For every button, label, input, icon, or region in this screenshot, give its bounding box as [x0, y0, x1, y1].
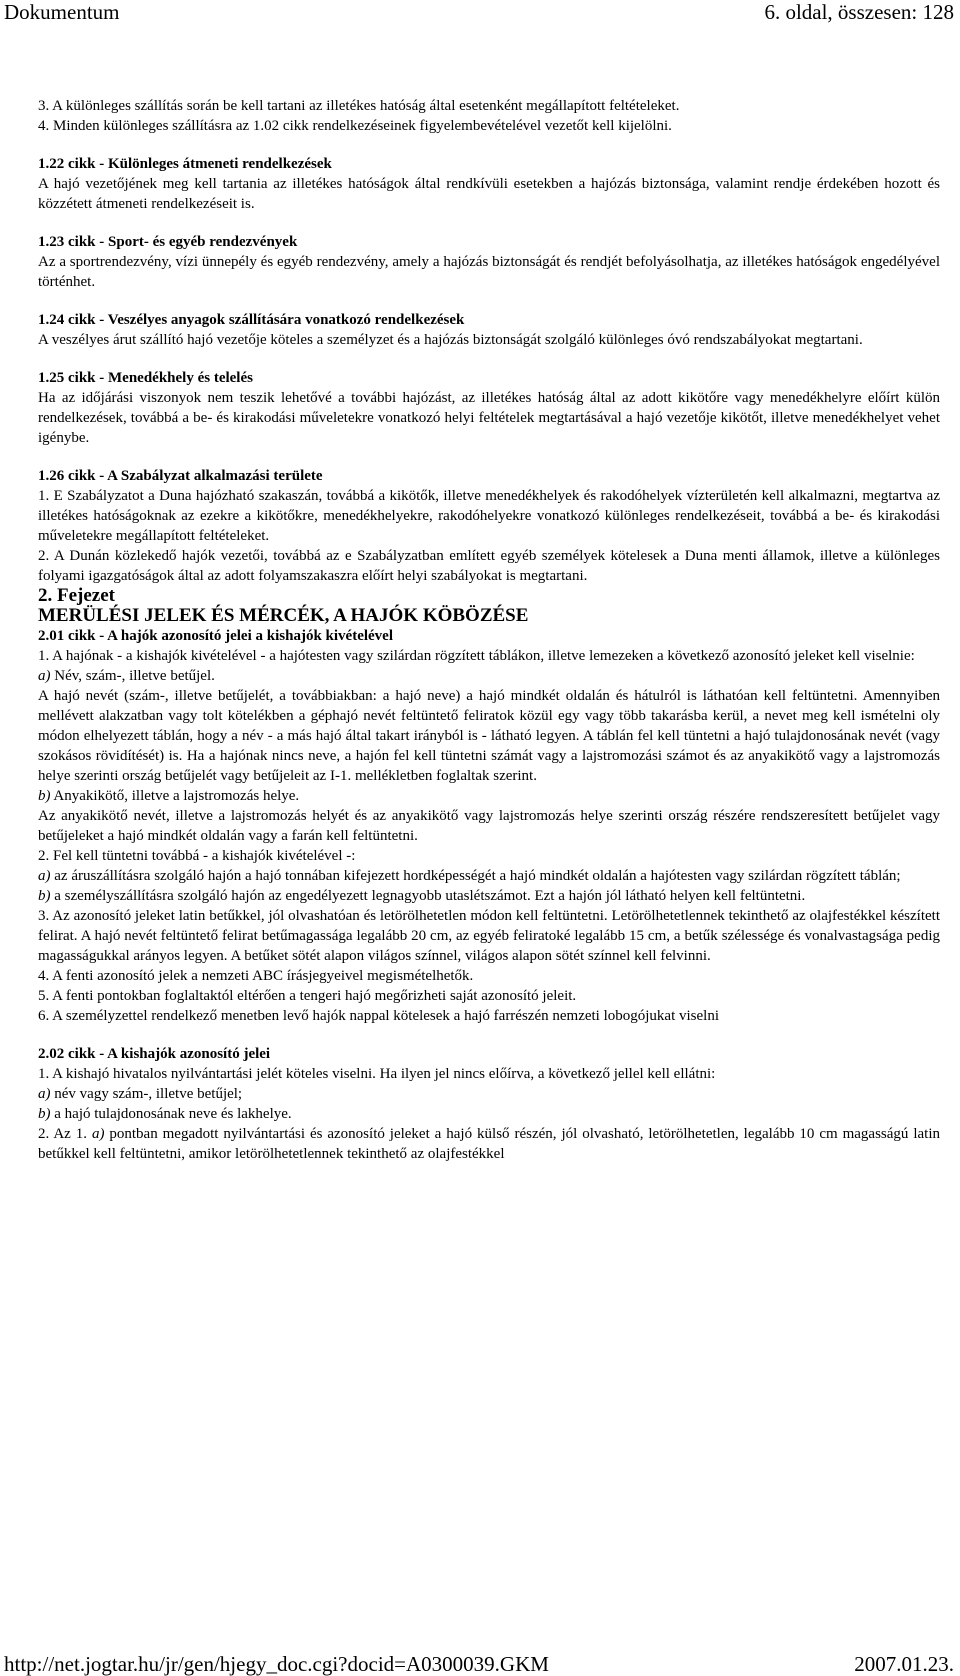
- list-marker: b): [38, 1106, 51, 1122]
- list-marker: b): [38, 788, 51, 804]
- list-item: [38, 1104, 940, 1124]
- paragraph: 6. A személyzettel rendelkező menetben levő hajók nappal kötelesek a hajó farrészén nemzeti lobogójukat viselni: [38, 1008, 719, 1024]
- list-item-text: az áruszállításra szolgáló hajón a hajó tonnában kifejezett hordképességét a hajó mindkét oldalán a hajótesten vagy szilárdan rögzített táblán;: [50, 868, 901, 884]
- paragraph: Az anyakikötő nevét, illetve a lajstromozás helyét és az anyakikötő vagy lajstromozás helye szerinti ország részére rendszeresített betűjelet vagy betűjeleket a hajó mindkét oldalán vagy a farán kell feltüntetni.: [38, 808, 940, 844]
- paragraph: 1. E Szabályzatot a Duna hajózható szakaszán, továbbá a kikötők, illetve menedékhelyek és rakodóhelyek vízterületén kell alkalmazni, megtartva az illetékes hatóságoknak az ezekre a kikötőkre, menedékhelyekre, rakodóhelyekre vonatkozó különleges rendelkezéseit, továbbá a be- és kirakodási műveletekre megállapított feltételeket.: [38, 488, 940, 544]
- paragraph: Ha az időjárási viszonyok nem teszik lehetővé a további hajózást, az illetékes hatóság által az adott kikötőre vagy menedékhelyre előírt külön rendelkezések, továbbá a be- és kirakodási műveletekre vonatkozó helyi feltételek megtartásával a hajó vezetője kikötőt, illetve menedékhelyet vehet igénybe.: [38, 390, 940, 446]
- list-item-text: a személyszállításra szolgáló hajón az engedélyezett legnagyobb utaslétszámot. Ezt a hajón jól látható helyen kell feltüntetni.: [50, 888, 806, 904]
- list-marker: b): [38, 888, 51, 904]
- list-marker: a): [38, 1086, 51, 1102]
- list-marker: a): [38, 868, 51, 884]
- paragraph: 3. A különleges szállítás során be kell tartani az illetékes hatóság által esetenként megállapított feltételeket.: [38, 98, 680, 114]
- section-title-1-26: 1.26 cikk - A Szabályzat alkalmazási területe: [38, 468, 323, 484]
- list-item-text: a hajó tulajdonosának neve és lakhelye.: [50, 1106, 292, 1122]
- section-title-1-24: 1.24 cikk - Veszélyes anyagok szállítására vonatkozó rendelkezések: [38, 312, 465, 328]
- paragraph: 2. Fel kell tüntetni továbbá - a kishajók kivételével -:: [38, 848, 356, 864]
- list-marker: a): [38, 668, 51, 684]
- section-title-1-22: 1.22 cikk - Különleges átmeneti rendelkezések: [38, 156, 332, 172]
- list-item: [38, 1084, 940, 1104]
- chapter-title: MERÜLÉSI JELEK ÉS MÉRCÉK, A HAJÓK KÖBÖZÉSE: [38, 605, 529, 626]
- list-item: [38, 786, 940, 806]
- paragraph: [38, 1124, 940, 1164]
- document-body: [38, 96, 940, 1164]
- paragraph-text: pontban megadott nyilvántartási és azonosító jeleket a hajó külső részén, jól olvasható, letörölhetetlen, legalább 10 cm magasságú latin betűkkel kell feltüntetni, amikor letörölhetetlennek tekinthető az olajfestékkel: [38, 1126, 940, 1162]
- list-marker: a): [91, 1126, 105, 1142]
- source-url: http://net.jogtar.hu/jr/gen/hjegy_doc.cgi?docid=A0300039.GKM: [4, 1652, 549, 1676]
- section-title-2-01: 2.01 cikk - A hajók azonosító jelei a kishajók kivételével: [38, 628, 394, 644]
- list-item-text: név vagy szám-, illetve betűjel;: [50, 1086, 243, 1102]
- document-label: Dokumentum: [4, 0, 120, 24]
- paragraph: A hajó nevét (szám-, illetve betűjelét, a továbbiakban: a hajó neve) a hajó mindkét oldalán és hátulról is láthatóan kell feltüntetni. Amennyiben mellévett alakzatban vagy tolt kötelékben a géphajó nevét feltüntető feliratok közül egy vagy több takarásba kerül, a nevet meg kell ismételni oly módon elhelyezett táblán, hogy a név - a más hajó által takart irányból is - látható legyen. A táblán fel kell tüntetni a hajó tulajdonosának nevét (vagy szokásos rövidítését) is. Ha a hajónak nincs neve, a hajón fel kell tüntetni számát vagy a lajstromozási számot és az anyakikötő vagy a lajstromozás helye szerinti ország betűjelét vagy betűjeleit az I-1. mellékletben foglaltak szerint.: [38, 688, 940, 784]
- page-counter: 6. oldal, összesen: 128: [764, 0, 954, 24]
- section-title-1-25: 1.25 cikk - Menedékhely és telelés: [38, 370, 253, 386]
- paragraph: 4. A fenti azonosító jelek a nemzeti ABC írásjegyeivel megismételhetők.: [38, 968, 474, 984]
- paragraph: 1. A hajónak - a kishajók kivételével - a hajótesten vagy szilárdan rögzített táblákon, illetve lemezeken a következő azonosító jeleket kell viselnie:: [38, 648, 915, 664]
- paragraph: 1. A kishajó hivatalos nyilvántartási jelét köteles viselni. Ha ilyen jel nincs előírva, a következő jellel kell ellátni:: [38, 1066, 716, 1082]
- paragraph-lead: 2. Az 1.: [38, 1126, 92, 1142]
- paragraph: 5. A fenti pontokban foglaltaktól eltérően a tengeri hajó megőrizheti saját azonosító jeleit.: [38, 988, 577, 1004]
- list-item: [38, 866, 940, 886]
- list-item: [38, 666, 940, 686]
- paragraph: 2. A Dunán közlekedő hajók vezetői, továbbá az e Szabályzatban említett egyéb személyek kötelesek a Duna menti államok, illetve a különleges folyami igazgatóságok által az adott folyamszakaszra előírt helyi szabályokat is megtartani.: [38, 548, 940, 584]
- list-item-text: Anyakikötő, illetve a lajstromozás helye.: [50, 788, 300, 804]
- section-title-2-02: 2.02 cikk - A kishajók azonosító jelei: [38, 1046, 271, 1062]
- paragraph: Az a sportrendezvény, vízi ünnepély és egyéb rendezvény, amely a hajózás biztonságát és rendjét befolyásolhatja, az illetékes hatóságok engedélyével történhet.: [38, 254, 940, 290]
- chapter-number: 2. Fejezet: [38, 585, 115, 606]
- paragraph: 4. Minden különleges szállításra az 1.02 cikk rendelkezéseinek figyelembevételével vezetőt kell kijelölni.: [38, 118, 672, 134]
- list-item: [38, 886, 940, 906]
- list-item-text: Név, szám-, illetve betűjel.: [50, 668, 215, 684]
- section-title-1-23: 1.23 cikk - Sport- és egyéb rendezvények: [38, 234, 298, 250]
- paragraph: A veszélyes árut szállító hajó vezetője köteles a személyzet és a hajózás biztonságát szolgáló különleges óvó rendszabályokat megtartani.: [38, 332, 863, 348]
- paragraph: A hajó vezetőjének meg kell tartania az illetékes hatóságok által rendkívüli esetekben a hajózás biztonsága, valamint rendje érdekében hozott és közzétett átmeneti rendelkezéseit is.: [38, 176, 940, 212]
- paragraph: 3. Az azonosító jeleket latin betűkkel, jól olvashatóan és letörölhetetlen módon kell feltüntetni. Letörölhetetlennek tekinthető az olajfestékkel készített felirat. A hajó nevét feltüntető felirat betűmagassága legalább 20 cm, az egyéb feliratoké legalább 15 cm, a betűk szélessége és vonalvastagsága pedig magasságukkal arányos legyen. A betűket sötét alapon világos színnel, világos alapon sötét színnel kell felvinni.: [38, 908, 940, 964]
- print-date: 2007.01.23.: [854, 1652, 954, 1676]
